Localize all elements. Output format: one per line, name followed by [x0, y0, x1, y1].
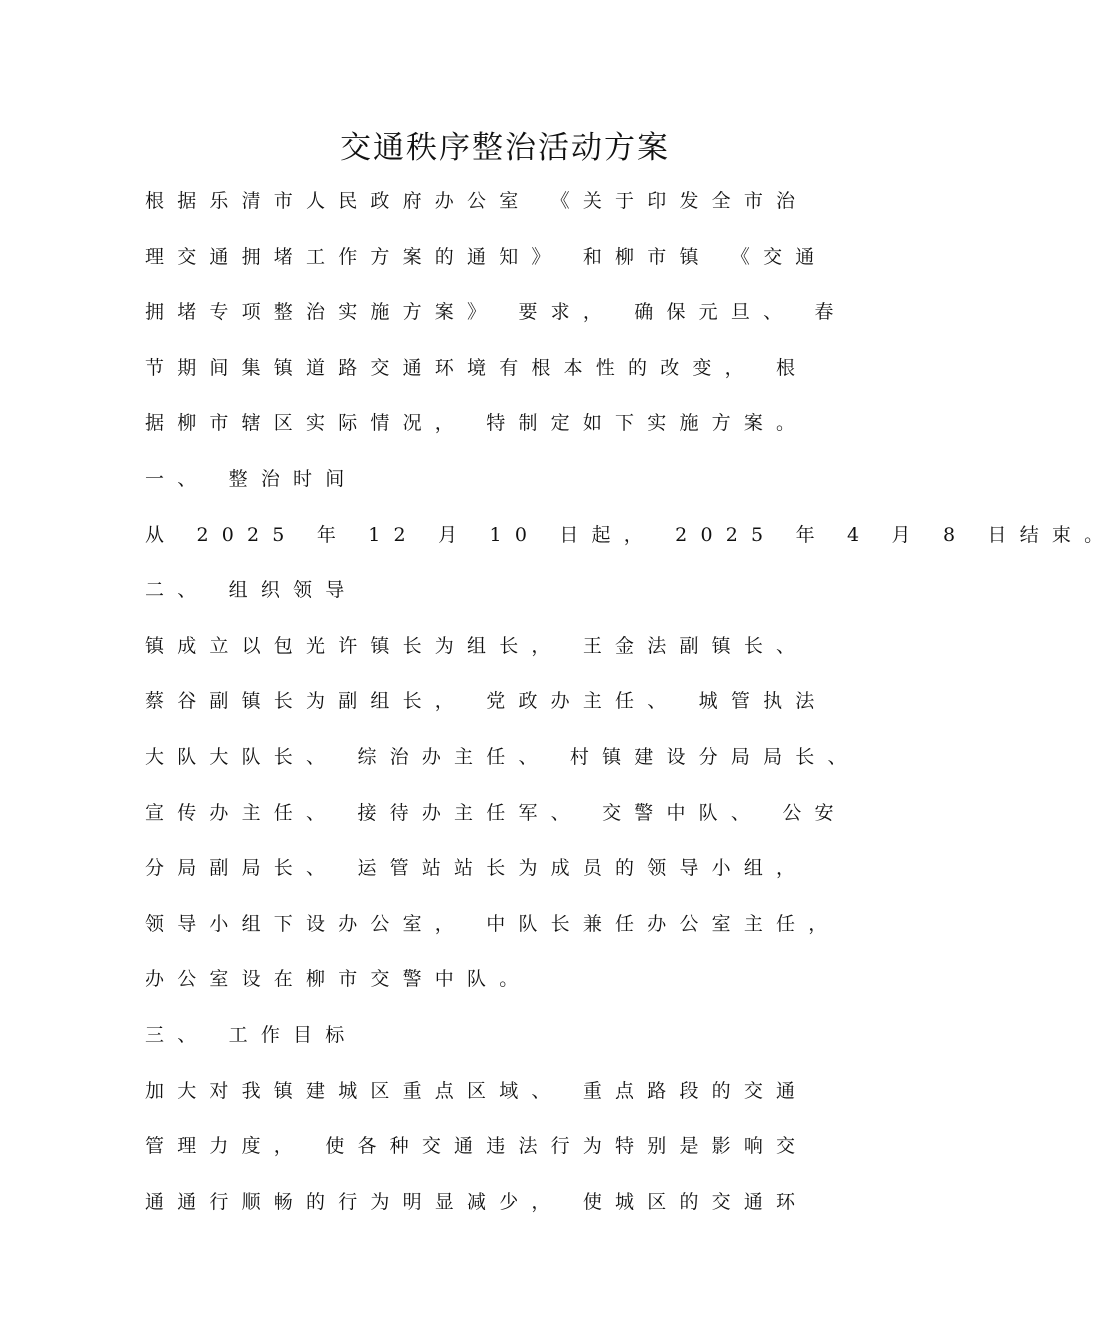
- body-line: 宣传办主任、 接待办主任军、 交警中队、 公安: [145, 801, 847, 824]
- body-line: 据柳市辖区实际情况， 特制定如下实施方案。: [145, 412, 809, 435]
- document-body: [145, 183, 1116, 1239]
- body-line: 根据乐清市人民政府办公室 《关于印发全市治: [145, 190, 809, 212]
- body-line: 管理力度， 使各种交通违法行为特别是影响交: [145, 1135, 809, 1158]
- body-line: 从 2025 年 12 月 10 日起， 2025 年 4 月 8 日结束。: [145, 523, 1116, 546]
- body-line: 大队大队长、 综治办主任、 村镇建设分局局长、: [145, 745, 860, 768]
- body-line: 办公室设在柳市交警中队。: [145, 968, 532, 991]
- section-heading-time: 一、 整治时间: [145, 467, 358, 490]
- body-line: 镇成立以包光许镇长为组长， 王金法副镇长、: [145, 634, 809, 657]
- body-line: 蔡谷副镇长为副组长， 党政办主任、 城管执法: [145, 690, 828, 713]
- body-line: 领导小组下设办公室， 中队长兼任办公室主任，: [145, 912, 841, 935]
- section-heading-leadership: 二、 组织领导: [145, 579, 358, 602]
- body-line: 拥堵专项整治实施方案》 要求， 确保元旦、 春: [145, 301, 847, 324]
- body-line: 分局副局长、 运管站站长为成员的领导小组，: [145, 857, 809, 880]
- body-line: 加大对我镇建城区重点区域、 重点路段的交通: [145, 1079, 809, 1102]
- body-line: 理交通拥堵工作方案的通知》 和柳市镇 《交通: [145, 245, 828, 268]
- document-title: 交通秩序整治活动方案: [340, 130, 670, 166]
- body-line: 节期间集镇道路交通环境有根本性的改变， 根: [145, 356, 809, 379]
- section-heading-goals: 三、 工作目标: [145, 1023, 358, 1046]
- body-line: 通通行顺畅的行为明显减少， 使城区的交通环: [145, 1190, 809, 1213]
